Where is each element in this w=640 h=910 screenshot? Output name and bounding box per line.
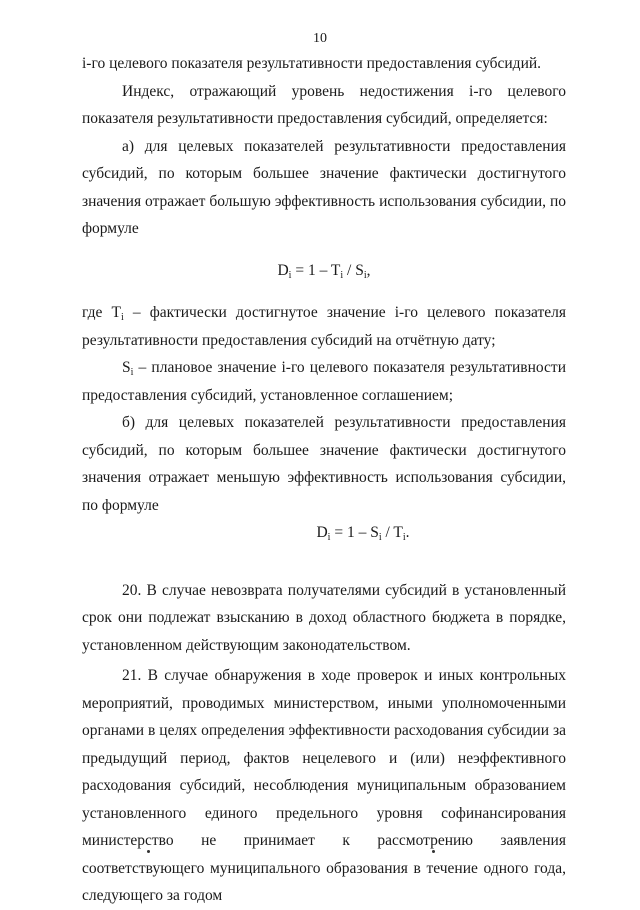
formula-b: $D_i = 1 - S_i / T_i$.: [316, 524, 410, 543]
paragraph-index-definition: Индекс, отражающий уровень недостижения i-го целевого показателя результативности предоставления субсидий, определяется:: [82, 82, 566, 127]
paragraph-continuation: i-го целевого показателя результативности предоставления субсидий.: [82, 55, 542, 72]
scan-speck: [147, 850, 150, 853]
scan-speck: [432, 850, 435, 853]
paragraph-20: 20. В случае невозврата получателями субсидий в установленный срок они подлежат взысканию в доход областного бюджета в порядке, установленном действующим законодательством.: [82, 581, 566, 654]
paragraph-case-a: а) для целевых показателей результативности предоставления субсидий, по которым большее значение фактически достигнутого значения отражает большую эффективность использования субсидии, по формуле: [82, 137, 566, 237]
spacer: [82, 547, 566, 577]
paragraph-21: 21. В случае обнаружения в ходе проверок и иных контрольных мероприятий, проводимых министерством, иными уполномоченными органами в целях определения эффективности расходования субсидии за предыдущий период, фактов нецелевого и (или) неэффективного расходования субсидий, несоблюдения муниципальным образованием установленного единого предельного уровня софинансирования министерство не принимает к рассмотрению заявления соответствующего муниципального образования в течение одного года, следующего за годом: [82, 667, 566, 904]
paragraph-si-definition: $S_i$ – плановое значение i-го целевого показателя результативности предоставления субсидий, установленное соглашением;: [82, 359, 566, 404]
page-number: 10: [313, 31, 327, 46]
paragraph-ti-definition: где $T_i$ – фактически достигнутое значение i-го целевого показателя результативности предоставления субсидий на отчётную дату;: [82, 304, 566, 349]
document-body: [82, 50, 566, 910]
paragraph-case-b: б) для целевых показателей результативности предоставления субсидий, по которым большее значение фактически достигнутого значения отражает меньшую эффективность использования субсидии, по формуле: [82, 414, 566, 514]
formula-a: $D_i = 1 - T_i / S_i$,: [277, 261, 371, 281]
